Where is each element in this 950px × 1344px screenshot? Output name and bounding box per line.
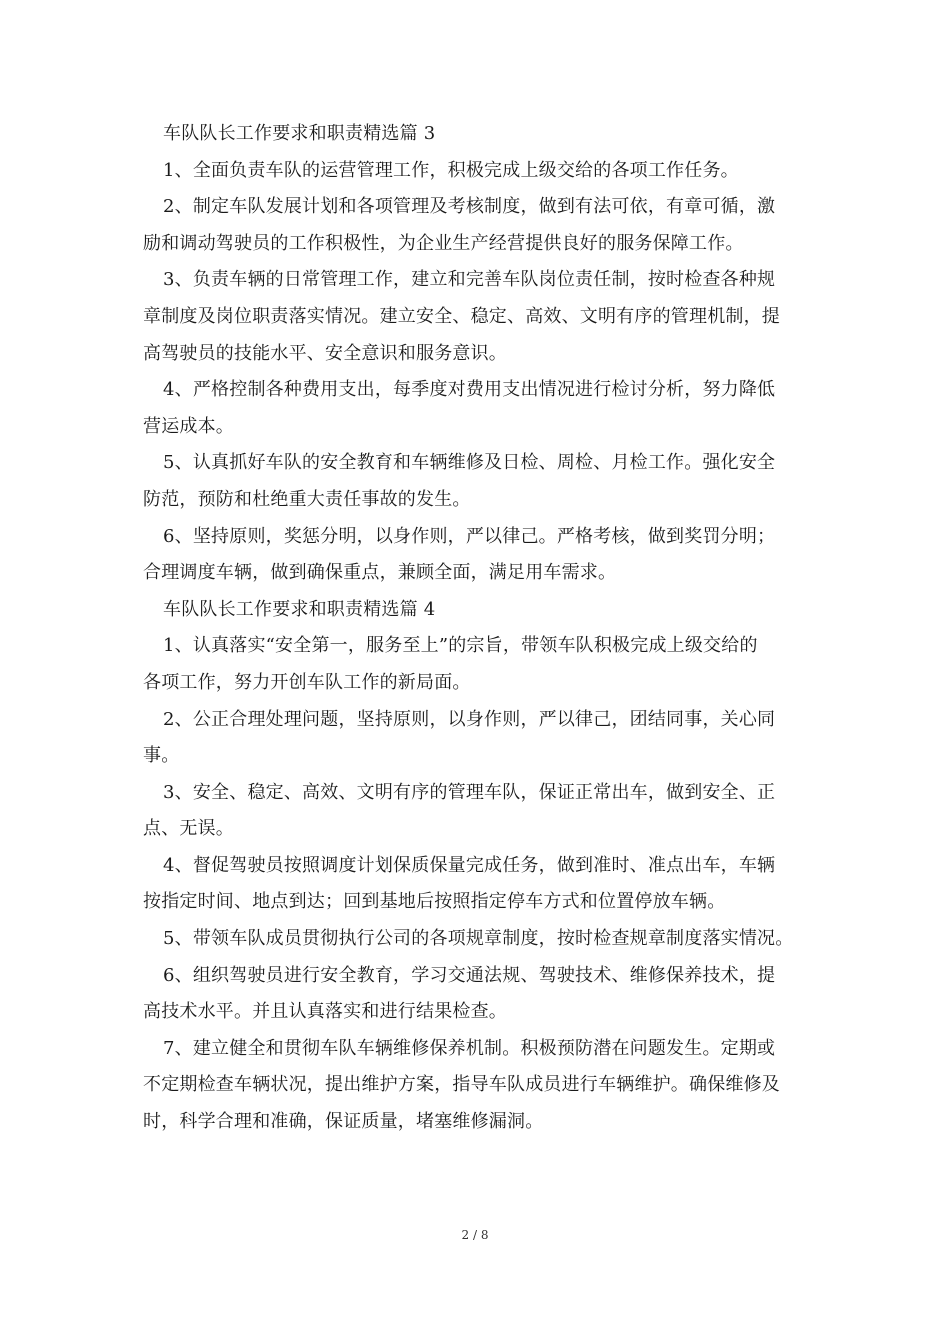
page-number: 2 / 8 xyxy=(461,1228,489,1242)
list-item: 7、建立健全和贯彻车队车辆维修保养机制。积极预防潜在问题发生。定期或 不定期检查车辆状况，提出维护方案，指导车队成员进行车辆维护。确保维修及 时，科学合理和准确，保证质量，堵塞维修漏洞。 xyxy=(143,1037,780,1133)
list-item: 6、坚持原则，奖惩分明，以身作则，严以律己。严格考核，做到奖罚分明； 合理调度车辆，做到确保重点，兼顾全面，满足用车需求。 xyxy=(143,525,776,584)
list-item: 5、认真抓好车队的安全教育和车辆维修及日检、周检、月检工作。强化安全 防范，预防和杜绝重大责任事故的发生。 xyxy=(143,452,776,510)
list-item: 3、负责车辆的日常管理工作，建立和完善车队岗位责任制，按时检查各种规 章制度及岗位职责落实情况。建立安全、稳定、高效、文明有序的管理机制，提 高驾驶员的技能水平、安全意识和服务意识。 xyxy=(143,269,780,364)
list-item: 2、公正合理处理问题，坚持原则，以身作则，严以律己，团结同事，关心同 事。 xyxy=(143,708,776,767)
section-heading: 车队队长工作要求和职责精选篇 4 xyxy=(163,598,436,620)
list-item: 4、督促驾驶员按照调度计划保质保量完成任务，做到准时、准点出车，车辆 按指定时间、地点到达；回到基地后按照指定停车方式和位置停放车辆。 xyxy=(143,854,776,913)
list-item: 2、制定车队发展计划和各项管理及考核制度，做到有法可依，有章可循，激 励和调动驾驶员的工作积极性，为企业生产经营提供良好的服务保障工作。 xyxy=(143,196,776,254)
list-item: 5、带领车队成员贯彻执行公司的各项规章制度，按时检查规章制度落实情况。 xyxy=(163,928,794,950)
list-item: 1、认真落实“安全第一，服务至上”的宗旨，带领车队积极完成上级交给的 各项工作，努力开创车队工作的新局面。 xyxy=(143,635,758,693)
list-item: 6、组织驾驶员进行安全教育，学习交通法规、驾驶技术、维修保养技术，提 高技术水平。并且认真落实和进行结果检查。 xyxy=(143,964,776,1023)
list-item: 4、严格控制各种费用支出，每季度对费用支出情况进行检讨分析，努力降低 营运成本。 xyxy=(143,379,776,437)
list-item: 3、安全、稳定、高效、文明有序的管理车队，保证正常出车，做到安全、正 点、无误。 xyxy=(143,781,776,840)
document-body xyxy=(143,116,810,1141)
section-heading: 车队队长工作要求和职责精选篇 3 xyxy=(163,123,436,144)
list-item: 1、全面负责车队的运营管理工作，积极完成上级交给的各项工作任务。 xyxy=(163,159,739,181)
